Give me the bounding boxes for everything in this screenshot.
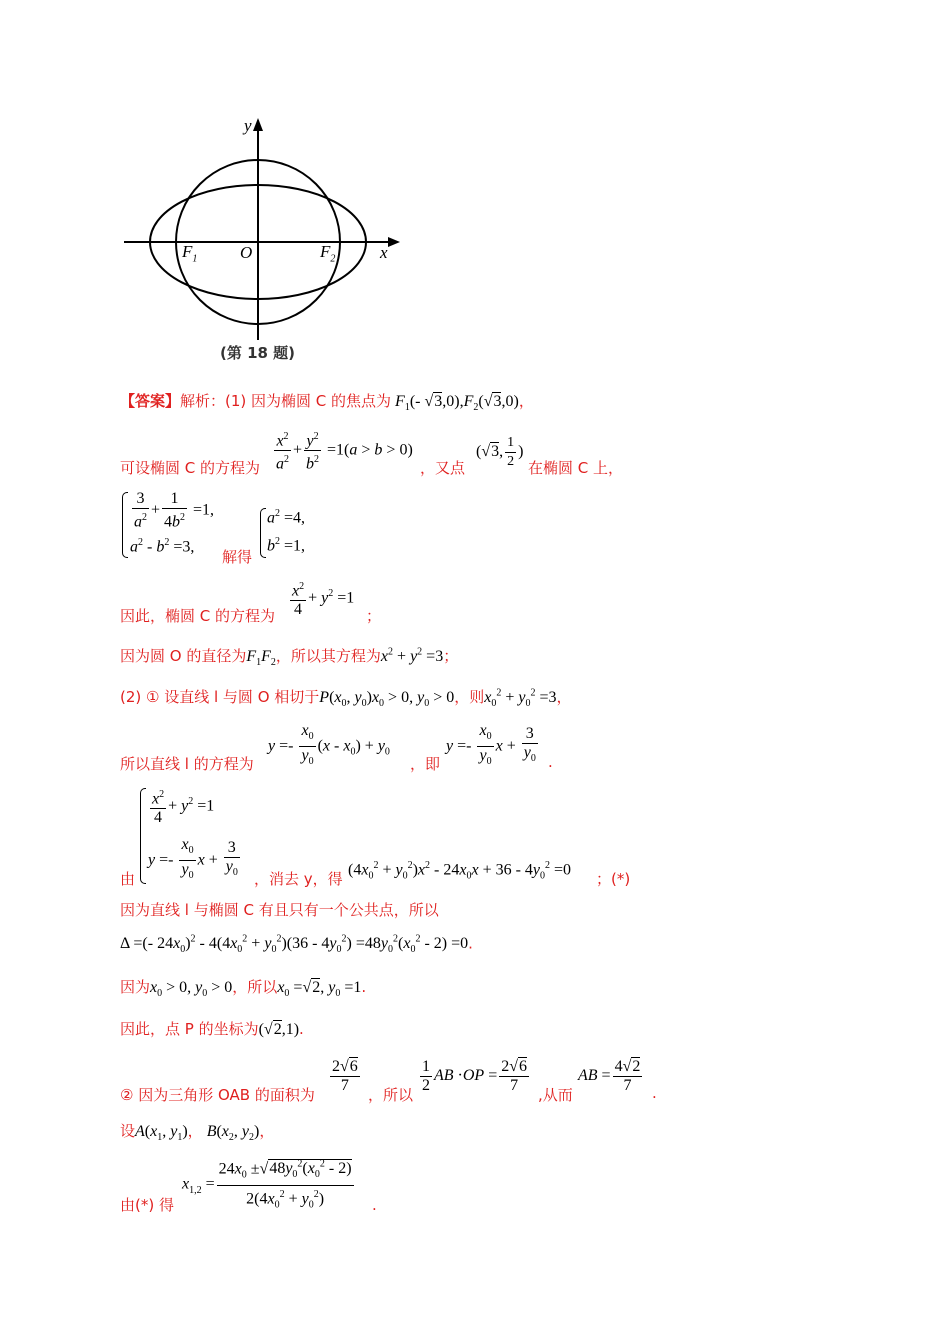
point-formula: (√3, $\frac{1}{2}$ ) [476,435,524,469]
ellipse-circle-diagram [118,112,408,372]
answer-line-12: 因此，点 P 的坐标为(√2,1). [120,1020,304,1038]
line13-mid: ，所以 [368,1086,414,1104]
area-fraction: $\frac{2√6}{7}$ [332,1058,358,1094]
line13-mid2: ,从而 [538,1086,573,1104]
line3-mid: 解得 [222,548,253,566]
line7-mid: ，即 [410,755,441,773]
system-2: $a^2 =4$, $b^2 =1$, [260,506,330,558]
ellipse-general-formula: $\frac{x^2}{a^2}$ + $\frac{y^2}{b^2}$ =1(a > b > 0) [272,428,413,474]
line13-end: . [652,1084,657,1102]
ab-length: AB = $\frac{4√2}{7}$ [578,1058,641,1094]
line7-end: . [548,753,553,771]
foci-formula: $F_1(-$ $√3,0),F_2(√3,0)$ [395,393,519,414]
line2-text: 可设椭圆 C 的方程为 [120,459,261,477]
focus-f1-label: $F_1$ [182,242,198,265]
line13-text: ② 因为三角形 OAB 的面积为 [120,1086,315,1104]
line4-text: 因此，椭圆 C 的方程为 [120,607,276,625]
answer-line-5: 因为圆 O 的直径为$F_1F_2$，所以其方程为$x^2 + y^2 =3$； [120,646,459,669]
line7-text: 所以直线 l 的方程为 [120,755,254,773]
line1-text: 解析：(1) 因为椭圆 C 的焦点为 [180,392,392,410]
focus-f2-label: $F_2$ [320,242,336,265]
line8-text: 由 [120,870,136,888]
tangent-line-eq-2: y =- $\frac{x_0}{y_0}$ x + $\frac{3}{y_0}$ [446,722,536,768]
line8-end: ；(*) [596,870,631,888]
y-axis-label: y [244,116,252,135]
answer-line-10: Δ =(- $24x_0)^2 - 4(4x_0^2 + y_0^2)(36 - 4y_0^2) =48y_0^2(x_0^2 - 2) =0$. [120,934,473,956]
answer-line-14: 设$A(x_1$, $y_1$)， $B(x_2$, $y_2$)， [120,1122,275,1144]
origin-label: O [240,243,253,262]
figure-caption: (第 18 题) [220,344,296,362]
line2-mid: ，又点 [420,459,466,477]
root-formula: $x_{1,2}$ = $\frac{24x_0 \pm√48y_0^2(x_0^2 - 2)}{2(4x_0^2 + y_0^2)}$ [182,1156,356,1214]
x-axis-label: x [380,243,388,262]
answer-line-6: (2) ① 设直线 l 与圆 O 相切于$P(x_0$, $y_0)x_0 > 0$, $y_0 > 0$，则$x_0^2 + y_0^2 =3$， [120,687,572,710]
answer-tag: 【答案】 [120,392,181,410]
line8-mid: ，消去 y，得 [254,870,343,888]
ellipse-equation: $\frac{x^2}{4}$ + $y^2 =1$ [288,578,354,619]
system-3: $\frac{x^2}{4}$ + $y^2 =1$ y =- $\frac{x_0}{y_0}$ x + $\frac{3}{y_0}$ [140,786,260,886]
answer-line-11: 因为$x_0 > 0$, $y_0 > 0$，所以$x_0 =√2$, $y_0 =1$. [120,978,367,1000]
line9-text: 因为直线 l 与椭圆 C 有且只有一个公共点，所以 [120,901,439,919]
line4-end: ； [366,607,382,625]
area-equation: $\frac{1}{2}$ AB ·OP = $\frac{2√6}{7}$ [422,1058,528,1094]
system-1: $\frac{3}{a^2}$ + $\frac{1}{4b^2}$ =1, $a^2 - b^2 =3$, [122,490,232,560]
answer-line-1: 【答案】解析：(1) 因为椭圆 C 的焦点为 $F_1(-$ $√3,0),F_2(√3,0)$， [120,392,534,414]
tangent-line-eq-1: y =- $\frac{x_0}{y_0}$ $(x - x_0) + y_0$ [268,722,390,768]
quadratic-equation: $(4x_0^2 + y_0^2)x^2 - 24x_0x + 36 - 4y_0^2 =0$ [348,860,572,882]
line2-end: 在椭圆 C 上， [528,459,624,477]
line15-end: . [372,1196,377,1214]
ellipse-figure [118,112,408,372]
line15-text: 由(*) 得 [120,1196,174,1214]
